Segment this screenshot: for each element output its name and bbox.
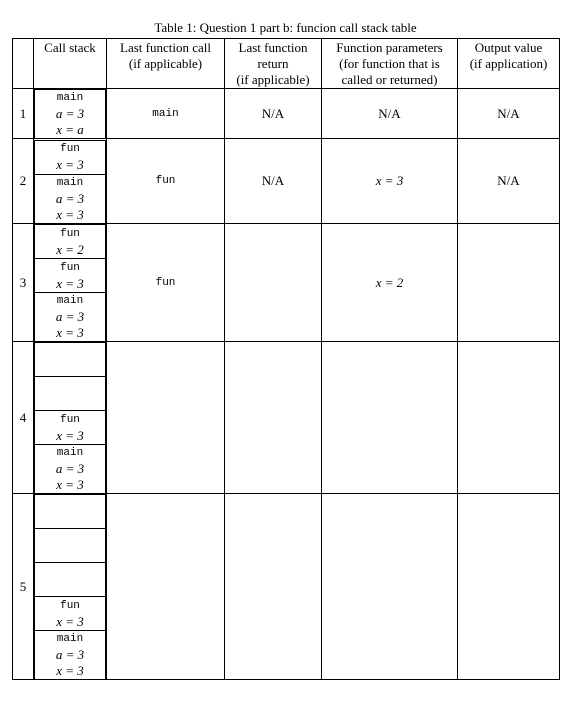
row-number: 5 xyxy=(13,494,34,680)
header-last-return: Last function return (if applicable) xyxy=(225,39,322,89)
last-call-cell: fun xyxy=(107,224,225,342)
last-return-cell: N/A xyxy=(225,89,322,139)
header-number xyxy=(13,39,34,89)
last-return-cell[interactable] xyxy=(225,494,322,680)
table-row xyxy=(13,224,560,342)
row-number: 2 xyxy=(13,139,34,224)
header-output: Output value (if application) xyxy=(458,39,560,89)
params-cell: N/A xyxy=(322,89,458,139)
table-row xyxy=(13,139,560,224)
params-cell[interactable] xyxy=(322,342,458,494)
call-stack-table xyxy=(12,38,560,680)
header-call-stack: Call stack xyxy=(34,39,107,89)
last-call-cell: main xyxy=(107,89,225,139)
call-stack-cell: fun x = 2 fun x = 3 main a = 3 x = 3 xyxy=(34,224,107,342)
header-row xyxy=(13,39,560,89)
header-last-call: Last function call (if applicable) xyxy=(107,39,225,89)
last-return-cell xyxy=(225,224,322,342)
params-cell: x = 2 xyxy=(322,224,458,342)
table-row xyxy=(13,89,560,139)
empty-frame[interactable] xyxy=(35,495,106,529)
output-cell[interactable] xyxy=(458,494,560,680)
output-cell[interactable] xyxy=(458,342,560,494)
table-caption: Table 1: Question 1 part b: funcion call stack table xyxy=(154,20,417,35)
table-row xyxy=(13,342,560,494)
row-number: 3 xyxy=(13,224,34,342)
empty-frame[interactable] xyxy=(35,377,106,411)
call-stack-cell: fun x = 3 main a = 3 x = 3 xyxy=(34,494,107,680)
params-cell[interactable] xyxy=(322,494,458,680)
last-call-cell[interactable] xyxy=(107,494,225,680)
empty-frame[interactable] xyxy=(35,563,106,597)
call-stack-cell: fun x = 3 main a = 3 x = 3 xyxy=(34,139,107,224)
call-stack-cell: fun x = 3 main a = 3 x = 3 xyxy=(34,342,107,494)
row-number: 1 xyxy=(13,89,34,139)
output-cell xyxy=(458,224,560,342)
output-cell: N/A xyxy=(458,89,560,139)
empty-frame[interactable] xyxy=(35,529,106,563)
last-call-cell[interactable] xyxy=(107,342,225,494)
last-call-cell: fun xyxy=(107,139,225,224)
last-return-cell: N/A xyxy=(225,139,322,224)
table-row xyxy=(13,494,560,680)
header-params: Function parameters (for function that is called or returned) xyxy=(322,39,458,89)
last-return-cell[interactable] xyxy=(225,342,322,494)
row-number: 4 xyxy=(13,342,34,494)
params-cell: x = 3 xyxy=(322,139,458,224)
call-stack-cell: main a = 3 x = a xyxy=(34,89,107,139)
output-cell: N/A xyxy=(458,139,560,224)
empty-frame[interactable] xyxy=(35,343,106,377)
